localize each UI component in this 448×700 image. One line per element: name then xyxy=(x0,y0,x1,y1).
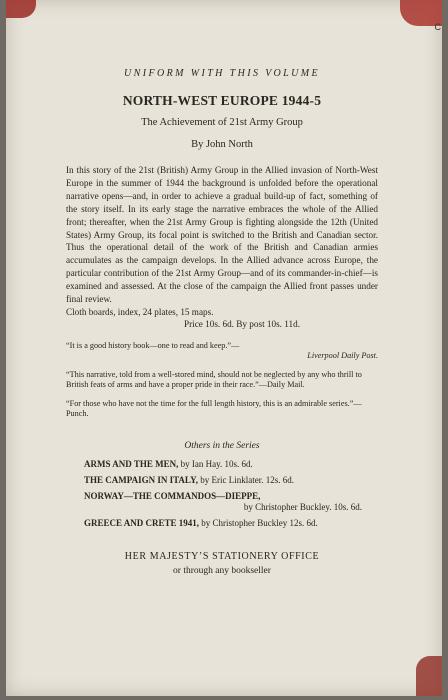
series-book-item xyxy=(84,491,378,513)
description-text: In this story of the 21st (British) Army Group in the Allied invasion of North-West Europe in the summer of 1944 the background is unfolded before the operational narrative opens—and, in order to achieve a gradual build-up of fact, something of the story itself. In its early stage the narrative embraces the whole of the Allied front; thereafter, when the 21st Army Group is fighting alongside the 12th (United States) Army Group, its focal point is switched to the British and Canadian sector. Thus the operational detail of the work of the British and Canadian armies accumulates as the campaign develops. In the Allied advance across Europe, the particular contribution of the 21st Army Group—and of its commander-in-chief—is examined and assessed. At the close of the campaign the Allied front passes under final review. xyxy=(66,165,378,305)
series-book-details: by Christopher Buckley 12s. 6d. xyxy=(201,517,318,528)
others-in-series-list xyxy=(66,459,378,529)
book-back-cover xyxy=(6,0,442,696)
series-book-details: by Christopher Buckley. 10s. 6d. xyxy=(243,501,362,512)
series-book-item xyxy=(84,518,378,529)
series-book-item xyxy=(84,459,378,470)
bookseller-note: or through any bookseller xyxy=(173,565,271,576)
book-price: Price 10s. 6d. By post 10s. 11d. xyxy=(183,318,301,329)
binding-details: Cloth boards, index, 24 plates, 15 maps. xyxy=(66,306,214,317)
series-book-details: by Ian Hay. 10s. 6d. xyxy=(180,458,253,469)
cover-edge-red-stain xyxy=(416,656,442,696)
review-quote-text: “It is a good history book—one to read and keep.”— xyxy=(66,340,240,350)
review-quote xyxy=(66,370,378,390)
others-in-series-heading: Others in the Series xyxy=(184,440,260,451)
cover-text xyxy=(66,68,378,576)
book-author: By John North xyxy=(191,139,253,150)
review-quote-text: “This narrative, told from a well-stored mind, should not be neglected by any who thrill to British feats of arms and have a proper pride in their race.”—Daily Mail. xyxy=(66,369,362,389)
spine-letter: C xyxy=(434,22,441,32)
book-subtitle: The Achievement of 21st Army Group xyxy=(141,117,303,128)
series-book-title: GREECE AND CRETE 1941, xyxy=(84,517,200,528)
series-header: UNIFORM WITH THIS VOLUME xyxy=(124,68,320,79)
series-book-details: by Eric Linklater. 12s. 6d. xyxy=(200,474,295,485)
series-book-item xyxy=(84,475,378,486)
series-book-title: ARMS AND THE MEN, xyxy=(84,458,179,469)
book-description xyxy=(66,164,378,319)
review-quote xyxy=(66,399,378,419)
series-book-title: THE CAMPAIGN IN ITALY, xyxy=(84,474,199,485)
review-quote xyxy=(66,341,378,361)
review-quote-text: “For those who have not the time for the full length history, this is an admirable series.”—Punch. xyxy=(66,398,362,418)
publisher-name: HER MAJESTY’S STATIONERY OFFICE xyxy=(124,550,320,562)
book-title: NORTH-WEST EUROPE 1944-5 xyxy=(122,93,322,108)
cover-edge-red-stain xyxy=(6,0,36,18)
review-quote-source: Liverpool Daily Post. xyxy=(307,350,378,360)
series-book-title: NORWAY—THE COMMANDOS—DIEPPE, xyxy=(84,490,261,501)
